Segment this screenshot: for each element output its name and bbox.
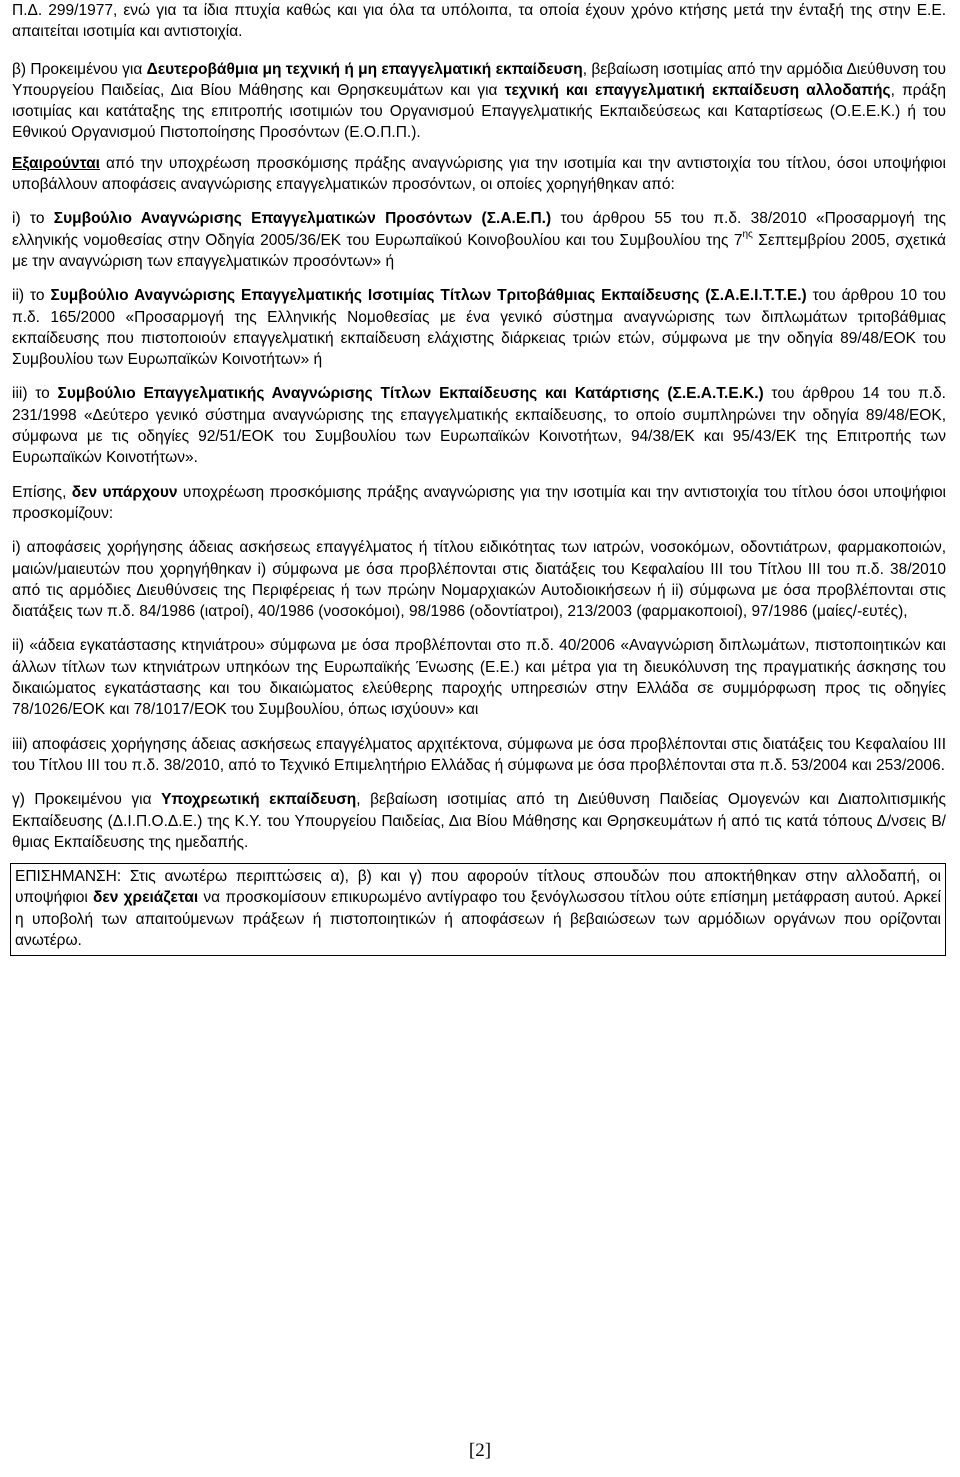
also-item-ii-text: ii) «άδεια εγκατάστασης κτηνιάτρου» σύμφωνα με όσα προβλέπονται στο π.δ. 40/2006 «Αναγνώριση διπλωμάτων, πιστοποιητικών και άλλων τίτλων των κτηνιάτρων υπηκόων της Ευρωπαϊκής Ένωσης (Ε.Ε.) και μέτρα για τη διευκόλυνση της πραγματικής άσκησης του δικαιώματος εγκατάστασης και του δικαιώματος ελεύθερης παροχής υπηρεσιών στην Ελλάδα σε συμμόρφωση προς τις οδηγίες 78/1026/ΕΟΚ και 78/1017/ΕΟΚ του Συμβουλίου, όπως ισχύουν» και — [12, 637, 946, 719]
item-iii-text-1: iii) το — [12, 385, 58, 403]
item-ii-bold: Συμβούλιο Αναγνώρισης Επαγγελματικής Ισοτιμίας Τίτλων Τριτοβάθμιας Εκπαίδευσης (Σ.Α.Ε.Ι.Τ.Τ.Ε.) — [50, 287, 807, 305]
item-i-text-1: i) το — [12, 210, 54, 228]
exemption-item-iii — [12, 383, 946, 468]
also-item-i — [12, 537, 946, 622]
also-item-iii — [12, 734, 946, 777]
paragraph-b-bold-1: Δευτεροβάθμια μη τεχνική ή μη επαγγελματική εκπαίδευση — [146, 60, 583, 78]
notice-text-2: να προσκομίσουν επικυρωμένο αντίγραφο του ξενόγλωσσου τίτλου ούτε επίσημη μετάφραση αυτού. Αρκεί η υποβολή των απαιτούμενων πράξεων ή πιστοποιητικών ή αποφάσεων ή βεβαιώσεων των αρμόδιων οργάνων που ορίζονται ανωτέρω. — [15, 889, 942, 949]
item-ii-text-1: ii) το — [12, 287, 51, 305]
also-bold: δεν υπάρχουν — [71, 483, 178, 501]
item-iii-text-2: του άρθρου 14 του π.δ. 231/1998 «Δεύτερο γενικό σύστημα αναγνώρισης της επαγγελματικής εκπαίδευσης, το οποίο συμπληρώνει την οδηγία 89/48/ΕΟΚ, σύμφωνα με τις οδηγίες 92/51/ΕΟΚ του Συμβουλίου των Ευρωπαϊκών Κοινοτήτων, 94/38/ΕΚ και 95/43/ΕΚ της Επιτροπής των Ευρωπαϊκών Κοινοτήτων». — [12, 385, 946, 467]
also-item-i-text: i) αποφάσεις χορήγησης άδειας ασκήσεως επαγγέλματος ή τίτλου ειδικότητας των ιατρών, νοσοκόμων, οδοντιάτρων, φαρμακοποιών, μαιών/μαιευτών που χορηγήθηκαν i) σύμφωνα με όσα προβλέπονται στις διατάξεις του Κεφαλαίου III του Τίτλου III του π.δ. 38/2010 από τις αρμόδιες Διευθύνσεις της Περιφέρειας ή των πρώην Νομαρχιακών Αυτοδιοικήσεων ή ii) σύμφωνα με όσα προβλέπονται στις διατάξεις των π.δ. 84/1986 (ιατροί), 40/1986 (νοσοκόμοι), 98/1986 (οδοντίατροι), 213/2003 (φαρμακοποιοί), 97/1986 (μαίες/-ευτές), — [12, 539, 946, 621]
item-i-bold: Συμβούλιο Αναγνώρισης Επαγγελματικών Προσόντων (Σ.Α.Ε.Π.) — [53, 210, 552, 228]
exemption-item-ii — [12, 285, 946, 370]
document-page — [12, 0, 946, 956]
paragraph-b — [12, 59, 946, 144]
exemption-item-i — [12, 208, 946, 272]
paragraph-b-text-1: β) Προκειμένου για — [12, 60, 147, 78]
also-paragraph — [12, 482, 946, 525]
paragraph-b-text-2: , βεβαίωση ισοτιμίας από την αρμόδια Διεύθυνση του Υπουργείου Παιδείας, Δια Βίου Μάθησης και Θρησκευμάτων και για — [12, 60, 946, 99]
item-iii-bold: Συμβούλιο Επαγγελματικής Αναγνώρισης Τίτλων Εκπαίδευσης και Κατάρτισης (Σ.Ε.Α.Τ.Ε.Κ.) — [57, 385, 764, 403]
also-item-iii-text: iii) αποφάσεις χορήγησης άδειας ασκήσεως επαγγέλματος αρχιτέκτονα, σύμφωνα με όσα προβλέπονται στις διατάξεις του Κεφαλαίου III του Τίτλου III του π.δ. 38/2010, από το Τεχνικό Επιμελητήριο Ελλάδας ή σύμφωνα με όσα προβλέπονται στα π.δ. 53/2004 και 253/2006. — [12, 735, 946, 774]
item-ii-text-2: του άρθρου 10 του π.δ. 165/2000 «Προσαρμογή της Ελληνικής Νομοθεσίας με ένα γενικό σύστημα αναγνώρισης των διπλωμάτων τριτοβάθμιας εκπαίδευσης που πιστοποιούν επαγγελματική εκπαίδευση ελάχιστης διάρκειας τριών ετών, σύμφωνα με την οδηγία 89/48/ΕΟΚ του Συμβουλίου των Ευρωπαϊκών Κοινοτήτων» ή — [12, 287, 947, 369]
intro-text: Π.Δ. 299/1977, ενώ για τα ίδια πτυχία καθώς και για όλα τα υπόλοιπα, τα οποία έχουν χρόνο κτήσης μετά την ένταξή της στην Ε.Ε. απαιτείται ισοτιμία και αντιστοιχία. — [12, 2, 946, 41]
paragraph-b-bold-2: τεχνική και επαγγελματική εκπαίδευση αλλοδαπής — [504, 81, 891, 99]
notice-bold: δεν χρειάζεται — [93, 889, 199, 907]
paragraph-c-bold: Υποχρεωτική εκπαίδευση — [161, 791, 357, 809]
also-text-2: υποχρέωση προσκόμισης πράξης αναγνώρισης για την ισοτιμία και την αντιστοιχία του τίτλου όσοι υποψήφιοι προσκομίζουν: — [12, 483, 947, 522]
exemption-heading: Εξαιρούνται — [12, 154, 100, 172]
exemption-paragraph — [12, 153, 946, 196]
notice-paragraph — [15, 866, 941, 951]
item-i-text-2: του άρθρου 55 του π.δ. 38/2010 «Προσαρμογή της ελληνικής νομοθεσίας στην Οδηγία 2005/36/ΕΚ του Ευρωπαϊκού Κοινοβουλίου και του Συμβουλίου της 7 — [12, 210, 947, 249]
notice-box — [10, 863, 946, 956]
item-i-text-3: Σεπτεμβρίου 2005, σχετικά με την αναγνώριση των επαγγελματικών προσόντων» ή — [12, 231, 946, 270]
item-i-superscript: ης — [742, 228, 753, 240]
also-item-ii — [12, 635, 946, 720]
also-text-1: Επίσης, — [12, 483, 72, 501]
page-number: [2] — [468, 1440, 492, 1461]
notice-text-1: ΕΠΙΣΗΜΑΝΣΗ: Στις ανωτέρω περιπτώσεις α), β) και γ) που αφορούν τίτλους σπουδών που αποκτήθηκαν στην αλλοδαπή, οι υποψήφιοι — [15, 868, 941, 907]
paragraph-c-text-2: , βεβαίωση ισοτιμίας από τη Διεύθυνση Παιδείας Ομογενών και Διαπολιτισμικής Εκπαίδευσης (Δ.Ι.Π.Ο.Δ.Ε.) της Κ.Υ. του Υπουργείου Παιδείας, Δια Βίου Μάθησης και Θρησκευμάτων ή από τις κατά τόπους Δ/νσεις Β/θμιας Εκπαίδευσης της ημεδαπής. — [12, 791, 946, 851]
intro-paragraph — [12, 0, 946, 43]
paragraph-c — [12, 789, 946, 853]
paragraph-b-text-3: , πράξη ισοτιμίας και κατάταξης της επιτροπής ισοτιμιών του Οργανισμού Επαγγελματικής Εκπαιδεύσεως και Καταρτίσεως (Ο.Ε.Ε.Κ.) ή του Εθνικού Οργανισμού Πιστοποίησης Προσόντων (Ε.Ο.Π.Π.). — [12, 81, 946, 142]
paragraph-c-text-1: γ) Προκειμένου για — [12, 791, 162, 809]
exemption-text: από την υποχρέωση προσκόμισης πράξης αναγνώρισης για την ισοτιμία και την αντιστοιχία του τίτλου, όσοι υποψήφιοι υποβάλλουν αποφάσεις αναγνώρισης επαγγελματικών προσόντων, οι οποίες χορηγήθηκαν από: — [12, 154, 946, 194]
